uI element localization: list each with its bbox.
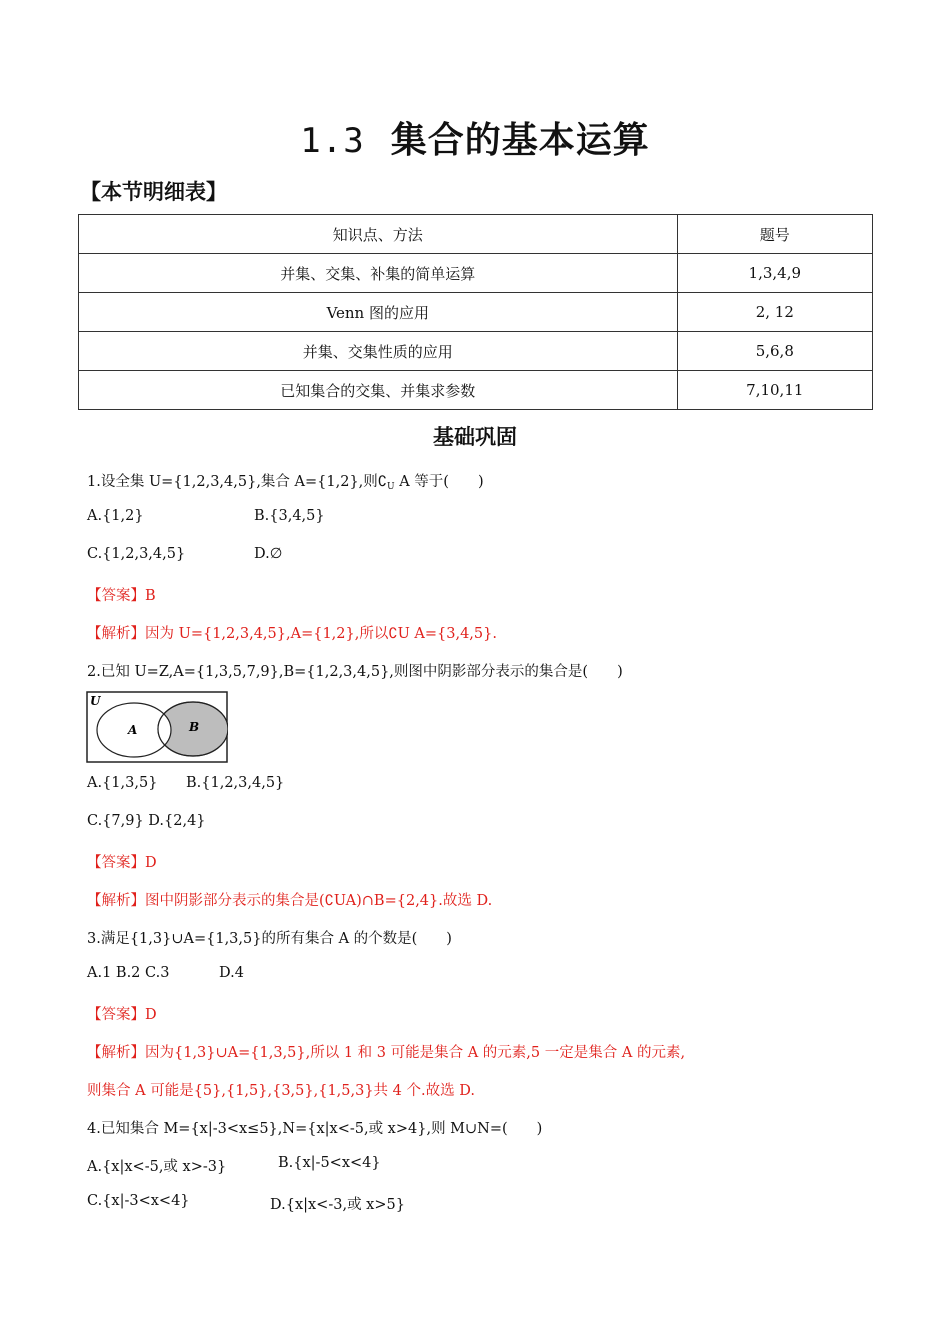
answer-label: 【答案】 <box>87 588 145 604</box>
answer-value: D <box>145 1007 157 1023</box>
answer-value: D <box>145 855 157 871</box>
q2-options-cd: C.{7,9} D.{2,4} <box>87 813 206 829</box>
detail-table <box>78 214 873 410</box>
analysis-label: 【解析】 <box>87 1045 145 1061</box>
venn-diagram <box>86 691 228 763</box>
table-header-row <box>79 215 873 254</box>
q1-stem <box>87 470 484 491</box>
q1-answer <box>87 584 156 605</box>
q2-option-a: A.{1,3,5} <box>87 775 158 791</box>
title-text: 集合的基本运算 <box>390 119 650 161</box>
q1-analysis <box>87 622 497 643</box>
q1-stem-subscript: U <box>387 482 395 492</box>
analysis-text: 图中阴影部分表示的集合是(∁UA)∩B={2,4}.故选 D. <box>145 893 493 909</box>
table-cell: 7,10,11 <box>677 371 872 410</box>
q3-option-d: D.4 <box>219 965 244 981</box>
q1-option-b: B.{3,4,5} <box>254 508 325 524</box>
page-title <box>0 112 950 163</box>
q3-analysis <box>87 1041 685 1062</box>
section-header: 【本节明细表】 <box>80 180 227 204</box>
q4-option-d: D.{x|x<-3,或 x>5} <box>270 1197 405 1213</box>
analysis-label: 【解析】 <box>87 626 145 642</box>
table-cell: 2, 12 <box>677 293 872 332</box>
subsection-header: 基础巩固 <box>433 425 517 449</box>
q1-stem-end: A 等于( ) <box>394 474 484 490</box>
table-cell: 并集、交集性质的应用 <box>79 332 678 371</box>
table-cell: 1,3,4,9 <box>677 254 872 293</box>
q1-option-c: C.{1,2,3,4,5} <box>87 546 186 562</box>
q4-stem: 4.已知集合 M={x|-3<x≤5},N={x|x<-5,或 x>4},则 M∪N=( ) <box>87 1121 543 1137</box>
q2-analysis <box>87 889 492 910</box>
table-header-cell: 题号 <box>677 215 872 254</box>
venn-label-u: U <box>90 694 101 708</box>
q4-option-a: A.{x|x<-5,或 x>-3} <box>87 1159 227 1175</box>
q3-answer <box>87 1003 157 1024</box>
table-cell: 5,6,8 <box>677 332 872 371</box>
answer-label: 【答案】 <box>87 855 145 871</box>
table-cell: 并集、交集、补集的简单运算 <box>79 254 678 293</box>
table-row <box>79 254 873 293</box>
q2-stem: 2.已知 U=Z,A={1,3,5,7,9},B={1,2,3,4,5},则图中阴影部分表示的集合是( ) <box>87 664 623 680</box>
q1-option-d: D.∅ <box>254 546 283 562</box>
q3-stem: 3.满足{1,3}∪A={1,3,5}的所有集合 A 的个数是( ) <box>87 931 452 947</box>
analysis-label: 【解析】 <box>87 893 145 909</box>
table-header-cell: 知识点、方法 <box>79 215 678 254</box>
q3-options-abc: A.1 B.2 C.3 <box>87 965 170 981</box>
answer-value: B <box>145 588 156 604</box>
table-cell: Venn 图的应用 <box>79 293 678 332</box>
table-row <box>79 371 873 410</box>
analysis-text: 因为{1,3}∪A={1,3,5},所以 1 和 3 可能是集合 A 的元素,5 一定是集合 A 的元素, <box>145 1045 686 1061</box>
analysis-text: 因为 U={1,2,3,4,5},A={1,2},所以∁U A={3,4,5}. <box>145 626 497 642</box>
q1-stem-text: 1.设全集 U={1,2,3,4,5},集合 A={1,2},则∁ <box>87 474 388 490</box>
answer-label: 【答案】 <box>87 1007 145 1023</box>
q2-option-b: B.{1,2,3,4,5} <box>186 775 285 791</box>
venn-label-b: B <box>189 720 200 734</box>
q4-option-c: C.{x|-3<x<4} <box>87 1193 190 1209</box>
q3-analysis-line2: 则集合 A 可能是{5},{1,5},{3,5},{1,5,3}共 4 个.故选 D. <box>87 1083 475 1099</box>
venn-label-a: A <box>128 723 138 737</box>
section-number: 1.3 <box>300 121 365 161</box>
q4-option-b: B.{x|-5<x<4} <box>278 1155 381 1171</box>
table-cell: 已知集合的交集、并集求参数 <box>79 371 678 410</box>
table-row <box>79 293 873 332</box>
q1-option-a: A.{1,2} <box>87 508 144 524</box>
q2-answer <box>87 851 157 872</box>
table-row <box>79 332 873 371</box>
